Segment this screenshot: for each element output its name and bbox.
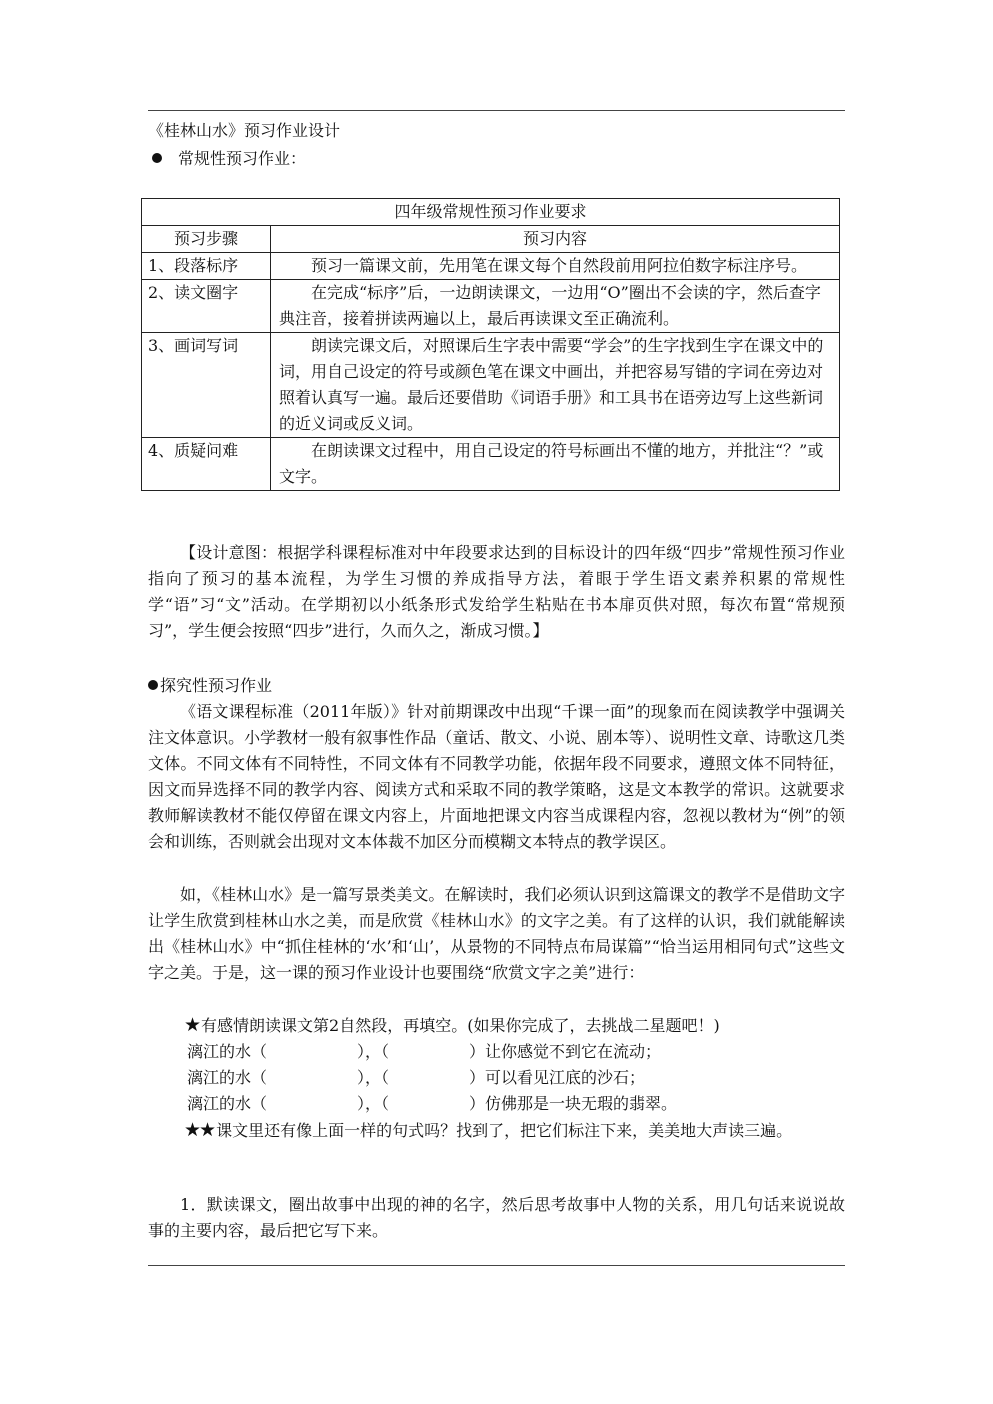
exercise-list [184, 1012, 864, 1144]
design-intent-paragraph: 【设计意图：根据学科课程标准对中年段要求达到的目标设计的四年级“四步”常规性预习作业指向了预习的基本流程，为学生习惯的养成指导方法，着眼于学生语文素养积累的常规性学“语”习“文”活动。在学期初以小纸条形式发给学生粘贴在书本扉页供对照，每次布置“常规预习”，学生便会按照“四步”进行，久而久之，渐成习惯。】 [148, 543, 845, 640]
step-cell: 1、段落标序 [142, 253, 271, 280]
table-row [142, 253, 840, 280]
table-caption-row [142, 199, 840, 226]
content-cell: 在完成“标序”后，一边朗读课文，一边用“O”圈出不会读的字，然后查字典注音，接着拼读两遍以上，最后再读课文至正确流利。 [271, 280, 840, 333]
fill-blank-line: 漓江的水（ ），（ ）可以看见江底的沙石； [187, 1068, 646, 1087]
footer-rule [148, 1265, 845, 1266]
section-heading-inquiry [148, 673, 845, 699]
fill-blank-line: 漓江的水（ ），（ ）让你感觉不到它在流动； [187, 1042, 662, 1061]
bullet-icon [152, 153, 162, 163]
question-one: 1．默读课文，圈出故事中出现的神的名字，然后思考故事中人物的关系，用几句话来说说故事的主要内容，最后把它写下来。 [148, 1195, 845, 1240]
task-two-text: 课文里还有像上面一样的句式吗？找到了，把它们标注下来，美美地大声读三遍。 [216, 1121, 793, 1140]
column-header-step: 预习步骤 [142, 226, 271, 253]
task-one-text: 有感情朗读课文第2自然段，再填空。(如果你完成了，去挑战二星题吧！) [201, 1016, 720, 1035]
body-paragraph-curriculum: 《语文课程标准（2011年版）》针对前期课改中出现“千课一面”的现象而在阅读教学中强调关注文体意识。小学教材一般有叙事性作品（童话、散文、小说、剧本等）、说明性文章、诗歌这几类文体。不同文体有不同特性，不同文体有不同教学功能，依据年段不同要求，遵照文体不同特征，因文而异选择不同的教学内容、阅读方式和采取不同的教学策略，这是文本教学的常识。这就要求教师解读教材不能仅停留在课文内容上，片面地把课文内容当成课程内容，忽视以教材为“例”的领会和训练，否则就会出现对文本体裁不加区分而模糊文本特点的教学误区。 [148, 702, 845, 851]
step-cell: 3、画词写词 [142, 333, 271, 438]
bullet-icon [148, 680, 158, 690]
table-row [142, 280, 840, 333]
section-heading-text: 常规性预习作业： [178, 149, 307, 168]
table-caption: 四年级常规性预习作业要求 [142, 199, 840, 226]
table-row [142, 438, 840, 491]
column-header-content: 预习内容 [271, 226, 840, 253]
content-cell: 预习一篇课文前，先用笔在课文每个自然段前用阿拉伯数字标注序号。 [271, 253, 840, 280]
two-star-icon: ★★ [184, 1119, 215, 1141]
section-heading-regular [148, 146, 845, 172]
content-cell: 在朗读课文过程中，用自己设定的符号标画出不懂的地方，并批注“？”或文字。 [271, 438, 840, 491]
table-header-row [142, 226, 840, 253]
task-two [184, 1117, 864, 1144]
fill-blank-line: 漓江的水（ ），（ ）仿佛那是一块无瑕的翡翠。 [187, 1094, 678, 1113]
star-icon: ★ [184, 1014, 200, 1036]
step-cell: 2、读文圈字 [142, 280, 271, 333]
table-row [142, 333, 840, 438]
section-heading-text: 探究性预习作业 [160, 676, 273, 695]
header-rule [148, 110, 845, 111]
content-cell: 朗读完课文后，对照课后生字表中需要“学会”的生字找到生字在课文中的词，用自己设定的符号或颜色笔在课文中画出，并把容易写错的字词在旁边对照着认真写一遍。最后还要借助《词语手册》和工具书在语旁边写上这些新词的近义词或反义词。 [271, 333, 840, 438]
body-paragraph-guilin: 如，《桂林山水》是一篇写景类美文。在解读时，我们必须认识到这篇课文的教学不是借助文字让学生欣赏到桂林山水之美，而是欣赏《桂林山水》的文字之美。有了这样的认识，我们就能解读出《桂林山水》中“抓住桂林的‘水’和‘山’，从景物的不同特点布局谋篇”“恰当运用相同句式”这些文字之美。于是，这一课的预习作业设计也要围绕“欣赏文字之美”进行： [148, 885, 845, 982]
task-one [184, 1012, 864, 1039]
step-cell: 4、质疑问难 [142, 438, 271, 491]
requirements-table [141, 198, 840, 491]
document-title: 《桂林山水》预习作业设计 [148, 121, 341, 140]
